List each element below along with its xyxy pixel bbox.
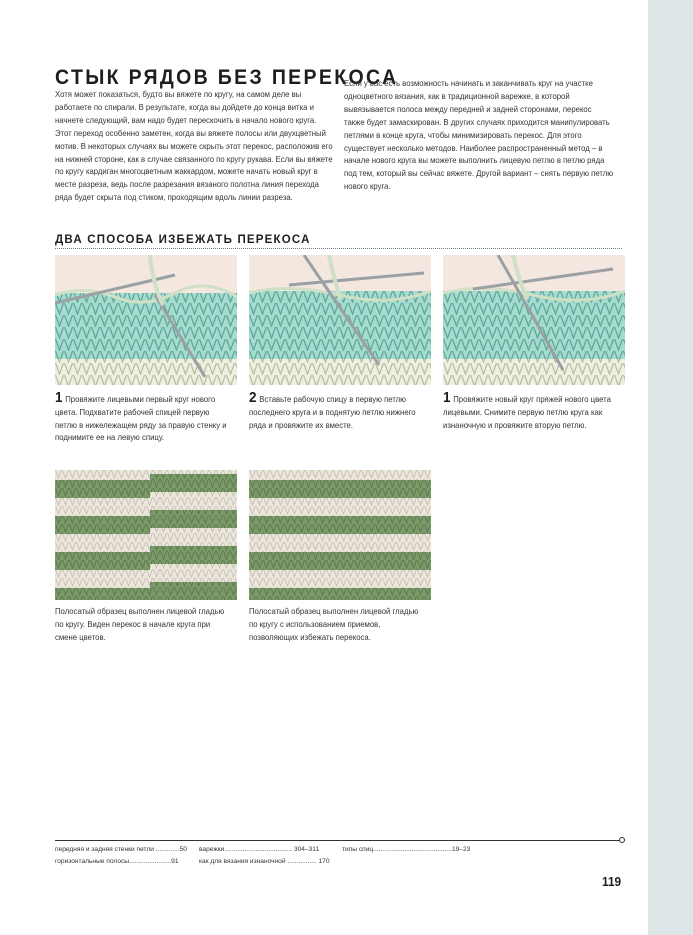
swatch-caption-2: Полосатый образец выполнен лицевой гладью по кругу с использованием приемов, позволяющих избежать перекоса. <box>249 606 419 642</box>
illustration-step-2 <box>249 255 431 385</box>
section-subtitle: ДВА СПОСОБА ИЗБЕЖАТЬ ПЕРЕКОСА <box>55 234 311 246</box>
index-rule <box>55 840 622 841</box>
index-entry: варежки..................................... 304–311 <box>199 846 320 853</box>
swatch-caption-1: Полосатый образец выполнен лицевой гладью по кругу. Виден перекос в начале круга при смене цветов. <box>55 606 225 642</box>
step-number: 1 <box>443 389 451 406</box>
step-caption-1: 1 Провяжите лицевыми первый круг нового цвета. Подхватите рабочей спицей первую петлю в нижележащем ряду за правую стенку и поднимите ее на левую спицу. <box>55 389 227 443</box>
illustration-step-3 <box>443 255 625 385</box>
page-title: СТЫК РЯДОВ БЕЗ ПЕРЕКОСА <box>55 66 399 89</box>
step-number: 2 <box>249 389 257 406</box>
index-entry: передняя и задняя стенки петли .............50 <box>55 846 187 853</box>
intro-right-column: Если у вас есть возможность начинать и заканчивать круг на участке одноцветного вязания, как в традиционной варежке, в которой вывязывается полоса между передней и задней сторонами, перекос также будет замаскирован. В других случаях приходится манипулировать петлями в конце круга, чтобы минимизировать перекос. Для этого существует несколько методов. Наиболее распространенный метод – в начале нового круга вы можете выполнить лицевую петлю в петлю ряда под тем, который вы сейчас вяжете. Другой вариант – снять первую петлю нового круга. <box>344 78 614 192</box>
illustration-step-1 <box>55 255 237 385</box>
page-number: 119 <box>602 875 622 889</box>
index-entry: как для вязания изнаночной ................ 170 <box>199 858 330 865</box>
index-rule-dot <box>619 837 625 843</box>
side-strip <box>648 0 693 935</box>
step-number: 1 <box>55 389 63 406</box>
index-entry: горизонтальные полосы.......................91 <box>55 858 179 865</box>
striped-swatch-without-jog <box>249 470 431 600</box>
step-caption-3: 1 Провяжите новый круг пряжей нового цвета лицевыми. Снимите первую петлю круга как изнаночную и провяжите вторую петлю. <box>443 389 611 430</box>
index-entry: типы спиц...........................................19–23 <box>342 846 471 853</box>
step-caption-2: 2 Вставьте рабочую спицу в первую петлю последнего круга и в поднятую петлю нижнего ряда и провяжите их вместе. <box>249 389 416 430</box>
section-divider <box>55 248 622 249</box>
striped-swatch-with-jog <box>55 470 237 600</box>
intro-left-column: Хотя может показаться, будто вы вяжете по кругу, на самом деле вы работаете по спирали. В результате, когда вы дойдете до конца витка и начнете следующий, вам надо будет перескочить в начало нового круга. Этот переход особенно заметен, когда вы вяжете полосы или двухцветный мотив. В некоторых случаях вы можете скрыть этот перекос, расположив его на нижней стороне, как в случае связанного по кругу рукава. Если вы вяжете по кругу кардиган многоцветным жаккардом, можете начать новый круг в месте разреза, ведь после разрезания вязаного полотна линия перехода ряда будет скрыта под стиком, проходящим вдоль линии разреза. <box>55 89 333 203</box>
